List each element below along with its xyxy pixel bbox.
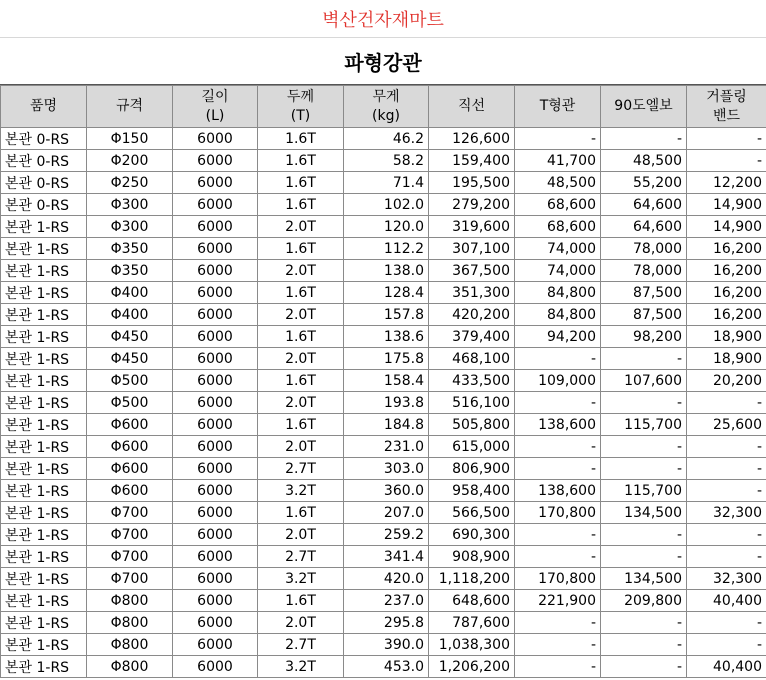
cell-t-pipe-price: - <box>515 458 601 480</box>
table-row <box>1 458 766 480</box>
cell-length: 6000 <box>173 282 258 304</box>
cell-spec: Φ500 <box>87 370 173 392</box>
cell-product-name: 본관 1-RS <box>1 216 87 238</box>
cell-straight-price: 126,600 <box>429 128 515 150</box>
cell-weight: 184.8 <box>344 414 429 436</box>
cell-elbow-price: 87,500 <box>601 282 687 304</box>
cell-t-pipe-price: 138,600 <box>515 414 601 436</box>
table-row <box>1 172 766 194</box>
table-row <box>1 238 766 260</box>
cell-weight: 231.0 <box>344 436 429 458</box>
table-row <box>1 150 766 172</box>
cell-t-pipe-price: 109,000 <box>515 370 601 392</box>
cell-elbow-price: - <box>601 524 687 546</box>
cell-product-name: 본관 1-RS <box>1 590 87 612</box>
store-name: 벽산건자재마트 <box>0 0 766 38</box>
table-row <box>1 326 766 348</box>
cell-t-pipe-price: 138,600 <box>515 480 601 502</box>
section-title: 파형강관 <box>0 38 766 85</box>
cell-product-name: 본관 1-RS <box>1 414 87 436</box>
cell-weight: 120.0 <box>344 216 429 238</box>
cell-spec: Φ800 <box>87 612 173 634</box>
cell-t-pipe-price: 94,200 <box>515 326 601 348</box>
cell-straight-price: 468,100 <box>429 348 515 370</box>
cell-elbow-price: - <box>601 128 687 150</box>
cell-spec: Φ500 <box>87 392 173 414</box>
cell-weight: 138.6 <box>344 326 429 348</box>
cell-t-pipe-price: 221,900 <box>515 590 601 612</box>
table-row <box>1 524 766 546</box>
cell-length: 6000 <box>173 502 258 524</box>
cell-thickness: 1.6T <box>258 370 344 392</box>
cell-straight-price: 367,500 <box>429 260 515 282</box>
cell-elbow-price: - <box>601 458 687 480</box>
cell-t-pipe-price: 74,000 <box>515 238 601 260</box>
cell-length: 6000 <box>173 436 258 458</box>
cell-product-name: 본관 1-RS <box>1 348 87 370</box>
cell-weight: 453.0 <box>344 656 429 678</box>
cell-elbow-price: 115,700 <box>601 414 687 436</box>
cell-elbow-price: - <box>601 348 687 370</box>
cell-product-name: 본관 1-RS <box>1 304 87 326</box>
cell-elbow-price: 55,200 <box>601 172 687 194</box>
cell-t-pipe-price: - <box>515 348 601 370</box>
cell-length: 6000 <box>173 348 258 370</box>
cell-t-pipe-price: - <box>515 436 601 458</box>
cell-length: 6000 <box>173 128 258 150</box>
cell-spec: Φ450 <box>87 348 173 370</box>
table-row <box>1 480 766 502</box>
cell-weight: 360.0 <box>344 480 429 502</box>
cell-straight-price: 195,500 <box>429 172 515 194</box>
cell-weight: 175.8 <box>344 348 429 370</box>
table-row <box>1 546 766 568</box>
table-row <box>1 568 766 590</box>
cell-coupling-price: 16,200 <box>687 238 766 260</box>
cell-thickness: 2.0T <box>258 612 344 634</box>
cell-elbow-price: - <box>601 634 687 656</box>
cell-elbow-price: - <box>601 612 687 634</box>
cell-weight: 303.0 <box>344 458 429 480</box>
cell-length: 6000 <box>173 480 258 502</box>
cell-thickness: 1.6T <box>258 502 344 524</box>
cell-coupling-price: 14,900 <box>687 216 766 238</box>
cell-t-pipe-price: 68,600 <box>515 194 601 216</box>
cell-elbow-price: 107,600 <box>601 370 687 392</box>
table-row <box>1 370 766 392</box>
cell-coupling-price: 20,200 <box>687 370 766 392</box>
cell-coupling-price: - <box>687 546 766 568</box>
cell-spec: Φ300 <box>87 194 173 216</box>
table-row <box>1 348 766 370</box>
cell-length: 6000 <box>173 656 258 678</box>
cell-straight-price: 566,500 <box>429 502 515 524</box>
cell-elbow-price: - <box>601 656 687 678</box>
cell-t-pipe-price: 84,800 <box>515 304 601 326</box>
cell-product-name: 본관 1-RS <box>1 458 87 480</box>
cell-straight-price: 908,900 <box>429 546 515 568</box>
cell-thickness: 3.2T <box>258 480 344 502</box>
cell-spec: Φ700 <box>87 568 173 590</box>
cell-spec: Φ450 <box>87 326 173 348</box>
cell-weight: 207.0 <box>344 502 429 524</box>
cell-weight: 295.8 <box>344 612 429 634</box>
table-row <box>1 590 766 612</box>
cell-elbow-price: 78,000 <box>601 260 687 282</box>
cell-spec: Φ800 <box>87 634 173 656</box>
cell-straight-price: 806,900 <box>429 458 515 480</box>
cell-t-pipe-price: - <box>515 612 601 634</box>
cell-spec: Φ250 <box>87 172 173 194</box>
cell-coupling-price: 40,400 <box>687 656 766 678</box>
cell-spec: Φ800 <box>87 656 173 678</box>
cell-product-name: 본관 1-RS <box>1 260 87 282</box>
cell-length: 6000 <box>173 568 258 590</box>
cell-elbow-price: 134,500 <box>601 568 687 590</box>
cell-thickness: 2.0T <box>258 348 344 370</box>
table-header-row <box>1 86 766 128</box>
cell-spec: Φ600 <box>87 458 173 480</box>
cell-length: 6000 <box>173 414 258 436</box>
cell-weight: 128.4 <box>344 282 429 304</box>
cell-weight: 138.0 <box>344 260 429 282</box>
cell-t-pipe-price: 48,500 <box>515 172 601 194</box>
cell-coupling-price: - <box>687 392 766 414</box>
cell-spec: Φ600 <box>87 480 173 502</box>
header-90-elbow: 90도엘보 <box>601 86 687 128</box>
cell-t-pipe-price: 68,600 <box>515 216 601 238</box>
cell-length: 6000 <box>173 304 258 326</box>
table-row <box>1 502 766 524</box>
cell-straight-price: 648,600 <box>429 590 515 612</box>
cell-product-name: 본관 1-RS <box>1 524 87 546</box>
cell-t-pipe-price: 41,700 <box>515 150 601 172</box>
cell-coupling-price: 32,300 <box>687 502 766 524</box>
cell-coupling-price: - <box>687 458 766 480</box>
cell-product-name: 본관 1-RS <box>1 392 87 414</box>
table-row <box>1 392 766 414</box>
table-row <box>1 128 766 150</box>
cell-coupling-price: 16,200 <box>687 260 766 282</box>
table-row <box>1 414 766 436</box>
cell-weight: 420.0 <box>344 568 429 590</box>
cell-spec: Φ600 <box>87 414 173 436</box>
cell-weight: 341.4 <box>344 546 429 568</box>
cell-thickness: 1.6T <box>258 590 344 612</box>
cell-weight: 157.8 <box>344 304 429 326</box>
cell-coupling-price: 12,200 <box>687 172 766 194</box>
cell-coupling-price: 25,600 <box>687 414 766 436</box>
cell-product-name: 본관 0-RS <box>1 150 87 172</box>
cell-length: 6000 <box>173 194 258 216</box>
cell-spec: Φ300 <box>87 216 173 238</box>
cell-length: 6000 <box>173 524 258 546</box>
cell-weight: 237.0 <box>344 590 429 612</box>
table-row <box>1 194 766 216</box>
cell-weight: 58.2 <box>344 150 429 172</box>
cell-thickness: 1.6T <box>258 172 344 194</box>
cell-weight: 71.4 <box>344 172 429 194</box>
cell-elbow-price: - <box>601 436 687 458</box>
cell-straight-price: 351,300 <box>429 282 515 304</box>
cell-length: 6000 <box>173 172 258 194</box>
cell-spec: Φ700 <box>87 546 173 568</box>
cell-weight: 390.0 <box>344 634 429 656</box>
cell-thickness: 2.7T <box>258 458 344 480</box>
cell-coupling-price: - <box>687 436 766 458</box>
cell-t-pipe-price: - <box>515 392 601 414</box>
table-row <box>1 612 766 634</box>
cell-length: 6000 <box>173 392 258 414</box>
cell-weight: 259.2 <box>344 524 429 546</box>
cell-coupling-price: - <box>687 524 766 546</box>
cell-thickness: 1.6T <box>258 326 344 348</box>
cell-length: 6000 <box>173 590 258 612</box>
cell-length: 6000 <box>173 546 258 568</box>
table-row <box>1 436 766 458</box>
cell-product-name: 본관 1-RS <box>1 436 87 458</box>
cell-product-name: 본관 1-RS <box>1 238 87 260</box>
cell-thickness: 2.0T <box>258 304 344 326</box>
cell-t-pipe-price: 84,800 <box>515 282 601 304</box>
cell-elbow-price: 134,500 <box>601 502 687 524</box>
cell-thickness: 1.6T <box>258 414 344 436</box>
cell-straight-price: 279,200 <box>429 194 515 216</box>
cell-straight-price: 1,038,300 <box>429 634 515 656</box>
cell-elbow-price: 64,600 <box>601 216 687 238</box>
header-coupling-band: 거플링 밴드 <box>687 86 766 128</box>
table-row <box>1 282 766 304</box>
cell-coupling-price: 16,200 <box>687 304 766 326</box>
cell-thickness: 3.2T <box>258 656 344 678</box>
cell-straight-price: 787,600 <box>429 612 515 634</box>
cell-spec: Φ200 <box>87 150 173 172</box>
cell-thickness: 2.0T <box>258 524 344 546</box>
cell-product-name: 본관 1-RS <box>1 370 87 392</box>
header-t-pipe: T형관 <box>515 86 601 128</box>
cell-t-pipe-price: - <box>515 546 601 568</box>
cell-thickness: 2.0T <box>258 216 344 238</box>
cell-product-name: 본관 0-RS <box>1 128 87 150</box>
cell-coupling-price: - <box>687 150 766 172</box>
cell-spec: Φ150 <box>87 128 173 150</box>
cell-product-name: 본관 1-RS <box>1 282 87 304</box>
cell-coupling-price: - <box>687 128 766 150</box>
cell-thickness: 1.6T <box>258 282 344 304</box>
cell-straight-price: 379,400 <box>429 326 515 348</box>
cell-elbow-price: 209,800 <box>601 590 687 612</box>
table-row <box>1 656 766 678</box>
cell-straight-price: 505,800 <box>429 414 515 436</box>
cell-elbow-price: - <box>601 546 687 568</box>
cell-thickness: 1.6T <box>258 128 344 150</box>
cell-t-pipe-price: - <box>515 128 601 150</box>
cell-thickness: 2.7T <box>258 546 344 568</box>
cell-elbow-price: 87,500 <box>601 304 687 326</box>
cell-thickness: 2.7T <box>258 634 344 656</box>
cell-spec: Φ350 <box>87 238 173 260</box>
cell-elbow-price: 98,200 <box>601 326 687 348</box>
cell-spec: Φ400 <box>87 282 173 304</box>
cell-weight: 112.2 <box>344 238 429 260</box>
cell-thickness: 1.6T <box>258 150 344 172</box>
cell-length: 6000 <box>173 216 258 238</box>
cell-straight-price: 319,600 <box>429 216 515 238</box>
cell-straight-price: 958,400 <box>429 480 515 502</box>
cell-product-name: 본관 0-RS <box>1 172 87 194</box>
cell-product-name: 본관 1-RS <box>1 502 87 524</box>
cell-straight-price: 433,500 <box>429 370 515 392</box>
cell-product-name: 본관 1-RS <box>1 480 87 502</box>
header-length: 길이 (L) <box>173 86 258 128</box>
cell-straight-price: 516,100 <box>429 392 515 414</box>
table-row <box>1 634 766 656</box>
cell-product-name: 본관 1-RS <box>1 546 87 568</box>
cell-t-pipe-price: - <box>515 524 601 546</box>
cell-thickness: 2.0T <box>258 260 344 282</box>
cell-coupling-price: 32,300 <box>687 568 766 590</box>
cell-t-pipe-price: 170,800 <box>515 502 601 524</box>
cell-spec: Φ700 <box>87 502 173 524</box>
cell-elbow-price: 48,500 <box>601 150 687 172</box>
header-product-name: 품명 <box>1 86 87 128</box>
cell-spec: Φ700 <box>87 524 173 546</box>
header-straight: 직선 <box>429 86 515 128</box>
cell-length: 6000 <box>173 634 258 656</box>
cell-product-name: 본관 1-RS <box>1 326 87 348</box>
cell-length: 6000 <box>173 238 258 260</box>
cell-straight-price: 307,100 <box>429 238 515 260</box>
cell-thickness: 2.0T <box>258 392 344 414</box>
cell-straight-price: 420,200 <box>429 304 515 326</box>
cell-thickness: 1.6T <box>258 194 344 216</box>
cell-thickness: 1.6T <box>258 238 344 260</box>
cell-elbow-price: 64,600 <box>601 194 687 216</box>
cell-t-pipe-price: 74,000 <box>515 260 601 282</box>
cell-product-name: 본관 1-RS <box>1 612 87 634</box>
cell-spec: Φ350 <box>87 260 173 282</box>
cell-straight-price: 1,206,200 <box>429 656 515 678</box>
cell-length: 6000 <box>173 150 258 172</box>
header-thickness: 두께 (T) <box>258 86 344 128</box>
cell-coupling-price: - <box>687 612 766 634</box>
cell-weight: 46.2 <box>344 128 429 150</box>
cell-product-name: 본관 1-RS <box>1 656 87 678</box>
cell-length: 6000 <box>173 260 258 282</box>
cell-coupling-price: 18,900 <box>687 348 766 370</box>
cell-elbow-price: 78,000 <box>601 238 687 260</box>
cell-coupling-price: 14,900 <box>687 194 766 216</box>
table-row <box>1 260 766 282</box>
cell-coupling-price: - <box>687 480 766 502</box>
cell-t-pipe-price: 170,800 <box>515 568 601 590</box>
cell-length: 6000 <box>173 612 258 634</box>
cell-weight: 193.8 <box>344 392 429 414</box>
cell-spec: Φ600 <box>87 436 173 458</box>
cell-spec: Φ800 <box>87 590 173 612</box>
cell-straight-price: 615,000 <box>429 436 515 458</box>
cell-length: 6000 <box>173 326 258 348</box>
header-spec: 규격 <box>87 86 173 128</box>
cell-straight-price: 690,300 <box>429 524 515 546</box>
cell-coupling-price: 16,200 <box>687 282 766 304</box>
cell-elbow-price: - <box>601 392 687 414</box>
cell-weight: 102.0 <box>344 194 429 216</box>
cell-length: 6000 <box>173 370 258 392</box>
cell-coupling-price: 18,900 <box>687 326 766 348</box>
cell-elbow-price: 115,700 <box>601 480 687 502</box>
cell-t-pipe-price: - <box>515 634 601 656</box>
cell-spec: Φ400 <box>87 304 173 326</box>
header-weight: 무게 (kg) <box>344 86 429 128</box>
cell-product-name: 본관 1-RS <box>1 568 87 590</box>
cell-straight-price: 1,118,200 <box>429 568 515 590</box>
cell-thickness: 2.0T <box>258 436 344 458</box>
price-table <box>0 85 766 678</box>
cell-thickness: 3.2T <box>258 568 344 590</box>
cell-product-name: 본관 0-RS <box>1 194 87 216</box>
cell-straight-price: 159,400 <box>429 150 515 172</box>
table-row <box>1 304 766 326</box>
cell-coupling-price: 40,400 <box>687 590 766 612</box>
cell-weight: 158.4 <box>344 370 429 392</box>
table-row <box>1 216 766 238</box>
cell-coupling-price: - <box>687 634 766 656</box>
cell-length: 6000 <box>173 458 258 480</box>
cell-t-pipe-price: - <box>515 656 601 678</box>
cell-product-name: 본관 1-RS <box>1 634 87 656</box>
